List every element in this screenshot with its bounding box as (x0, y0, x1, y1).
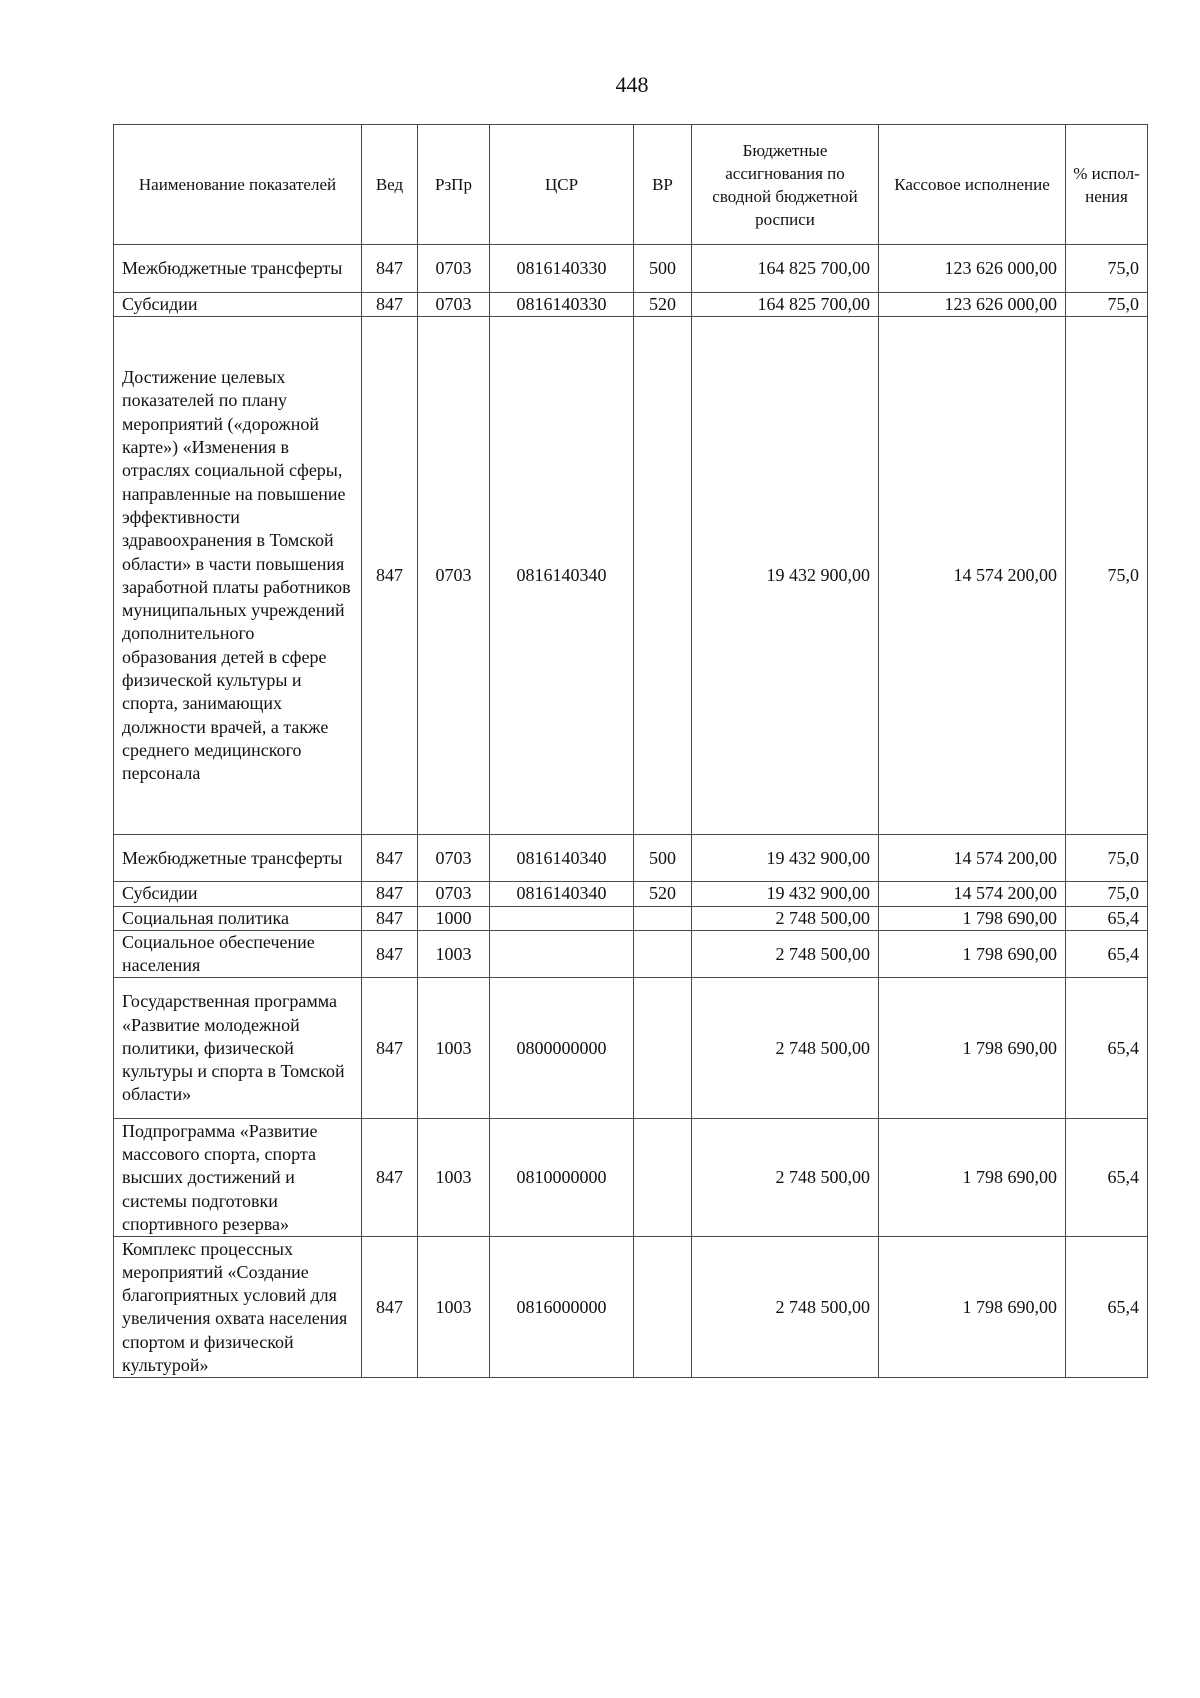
row-vr: 500 (634, 835, 692, 882)
row-budget: 164 825 700,00 (692, 245, 879, 293)
row-pct: 65,4 (1066, 978, 1148, 1119)
row-csr: 0816140340 (490, 835, 634, 882)
row-ved: 847 (362, 906, 418, 930)
row-budget: 2 748 500,00 (692, 1237, 879, 1378)
row-cash: 14 574 200,00 (879, 835, 1066, 882)
row-cash: 1 798 690,00 (879, 930, 1066, 978)
table-row (114, 1237, 1148, 1378)
row-ved: 847 (362, 317, 418, 835)
row-vr (634, 930, 692, 978)
row-ved: 847 (362, 978, 418, 1119)
row-vr: 520 (634, 293, 692, 317)
table-row (114, 882, 1148, 906)
row-pct: 75,0 (1066, 317, 1148, 835)
row-cash: 123 626 000,00 (879, 245, 1066, 293)
row-name: Социальное обеспечение населения (114, 930, 362, 978)
row-rzpr: 0703 (418, 882, 490, 906)
row-cash: 14 574 200,00 (879, 882, 1066, 906)
header-name: Наименование показателей (114, 125, 362, 245)
row-budget: 19 432 900,00 (692, 317, 879, 835)
page-number: 448 (615, 72, 649, 97)
row-name: Подпрограмма «Развитие массового спорта, спорта высших достижений и системы подготовки спортивного резерва» (114, 1119, 362, 1237)
header-vr: ВР (634, 125, 692, 245)
row-vr (634, 1237, 692, 1378)
row-vr: 520 (634, 882, 692, 906)
row-csr: 0816140330 (490, 245, 634, 293)
row-pct: 75,0 (1066, 882, 1148, 906)
row-vr (634, 1119, 692, 1237)
row-pct: 65,4 (1066, 906, 1148, 930)
row-rzpr: 1003 (418, 930, 490, 978)
table-row (114, 906, 1148, 930)
row-rzpr: 0703 (418, 835, 490, 882)
row-budget: 19 432 900,00 (692, 882, 879, 906)
row-csr (490, 906, 634, 930)
row-budget: 2 748 500,00 (692, 906, 879, 930)
row-rzpr: 0703 (418, 245, 490, 293)
row-rzpr: 1003 (418, 1119, 490, 1237)
row-name: Социальная политика (114, 906, 362, 930)
row-rzpr: 1003 (418, 1237, 490, 1378)
header-rzpr: РзПр (418, 125, 490, 245)
header-budget: Бюджетные ассигнования по сводной бюджетной росписи (692, 125, 879, 245)
row-budget: 2 748 500,00 (692, 930, 879, 978)
table-row (114, 245, 1148, 293)
row-budget: 2 748 500,00 (692, 978, 879, 1119)
row-csr: 0810000000 (490, 1119, 634, 1237)
row-name: Межбюджетные трансферты (114, 835, 362, 882)
row-pct: 65,4 (1066, 1237, 1148, 1378)
row-cash: 1 798 690,00 (879, 978, 1066, 1119)
row-cash: 14 574 200,00 (879, 317, 1066, 835)
budget-execution-table (113, 124, 1148, 1378)
table-header-row (114, 125, 1148, 245)
row-budget: 164 825 700,00 (692, 293, 879, 317)
row-ved: 847 (362, 293, 418, 317)
row-cash: 1 798 690,00 (879, 1237, 1066, 1378)
header-pct: % испол-нения (1066, 125, 1148, 245)
row-csr (490, 930, 634, 978)
row-pct: 75,0 (1066, 245, 1148, 293)
row-ved: 847 (362, 1237, 418, 1378)
row-csr: 0800000000 (490, 978, 634, 1119)
row-ved: 847 (362, 245, 418, 293)
row-pct: 75,0 (1066, 293, 1148, 317)
row-rzpr: 1003 (418, 978, 490, 1119)
row-ved: 847 (362, 1119, 418, 1237)
row-vr: 500 (634, 245, 692, 293)
row-vr (634, 317, 692, 835)
row-name: Государственная программа «Развитие молодежной политики, физической культуры и спорта в Томской области» (114, 978, 362, 1119)
table-row (114, 1119, 1148, 1237)
row-name: Субсидии (114, 293, 362, 317)
row-name: Субсидии (114, 882, 362, 906)
row-cash: 123 626 000,00 (879, 293, 1066, 317)
row-csr: 0816140330 (490, 293, 634, 317)
header-cash: Кассовое исполнение (879, 125, 1066, 245)
row-name: Комплекс процессных мероприятий «Создание благоприятных условий для увеличения охвата населения спортом и физической культурой» (114, 1237, 362, 1378)
table-row (114, 317, 1148, 835)
row-budget: 2 748 500,00 (692, 1119, 879, 1237)
row-cash: 1 798 690,00 (879, 1119, 1066, 1237)
row-vr (634, 978, 692, 1119)
row-rzpr: 0703 (418, 317, 490, 835)
row-csr: 0816140340 (490, 882, 634, 906)
row-budget: 19 432 900,00 (692, 835, 879, 882)
row-rzpr: 0703 (418, 293, 490, 317)
row-name: Межбюджетные трансферты (114, 245, 362, 293)
row-pct: 65,4 (1066, 930, 1148, 978)
row-name: Достижение целевых показателей по плану мероприятий («дорожной карте») «Изменения в отраслях социальной сферы, направленные на повышение эффективности здравоохранения в Томской области» в части повышения заработной платы работников муниципальных учреждений дополнительного образования детей в сфере физической культуры и спорта, занимающих должности врачей, а также среднего медицинского персонала (114, 317, 362, 835)
row-cash: 1 798 690,00 (879, 906, 1066, 930)
row-ved: 847 (362, 930, 418, 978)
row-pct: 65,4 (1066, 1119, 1148, 1237)
header-csr: ЦСР (490, 125, 634, 245)
row-rzpr: 1000 (418, 906, 490, 930)
row-ved: 847 (362, 835, 418, 882)
row-pct: 75,0 (1066, 835, 1148, 882)
row-vr (634, 906, 692, 930)
header-ved: Вед (362, 125, 418, 245)
row-ved: 847 (362, 882, 418, 906)
table-row (114, 835, 1148, 882)
table-row (114, 930, 1148, 978)
table-row (114, 978, 1148, 1119)
row-csr: 0816140340 (490, 317, 634, 835)
row-csr: 0816000000 (490, 1237, 634, 1378)
table-row (114, 293, 1148, 317)
